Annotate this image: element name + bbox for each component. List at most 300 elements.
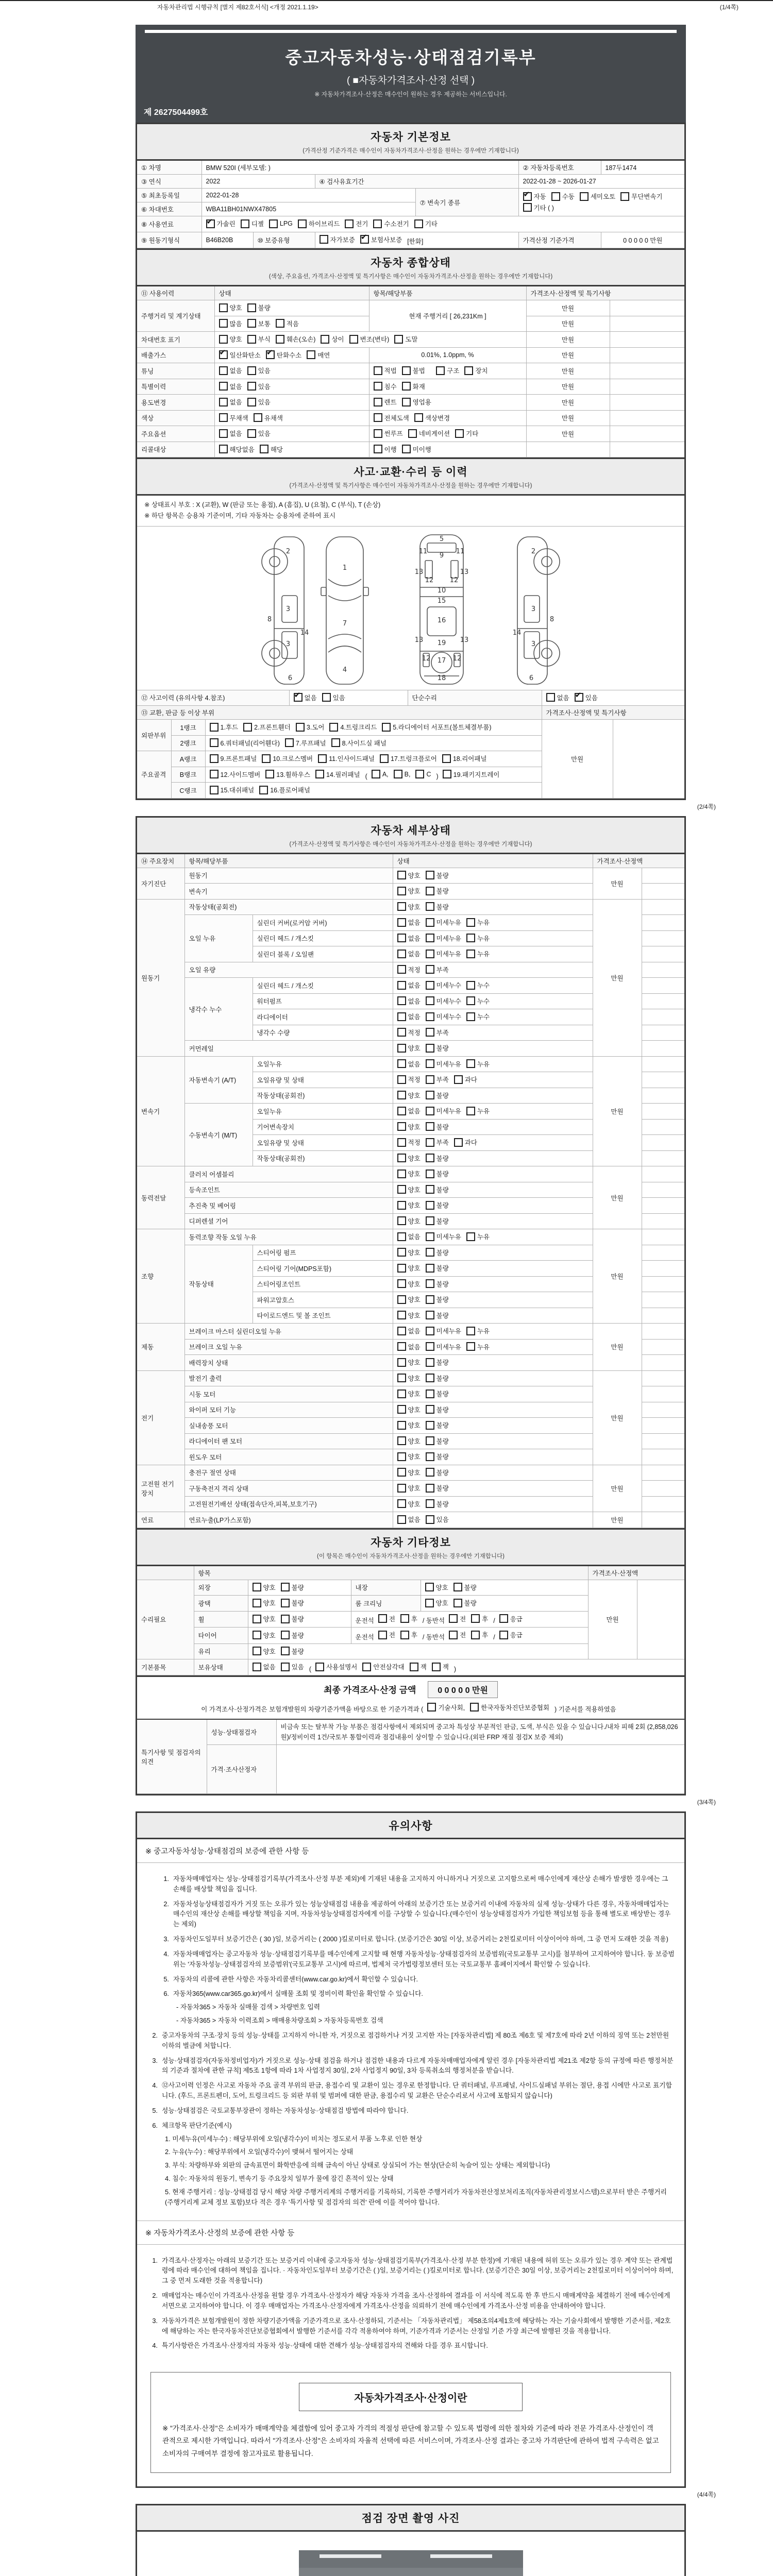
checkbox-unchecked[interactable] [397,1075,421,1084]
checkbox-unchecked[interactable] [281,1614,304,1623]
vin-value: WBA11BH01NWX47805 [201,202,415,216]
checkbox-unchecked[interactable] [426,1059,461,1069]
note-cell [642,1433,684,1449]
checkbox-label: 있음 [436,1516,449,1523]
checkbox-unchecked[interactable] [269,219,293,228]
checkbox-unchecked[interactable] [219,397,242,406]
checkbox-label: 불량 [436,1186,449,1194]
tire-label: 타이어 [194,1628,248,1644]
checkbox-label: 해당 [270,446,283,453]
checkbox-unchecked[interactable] [247,334,271,344]
checkbox-unchecked[interactable] [397,1232,421,1241]
checkbox-unchecked[interactable] [426,1279,449,1289]
note-cell [642,884,684,900]
checkbox-unchecked[interactable] [397,1452,421,1461]
checkbox-unchecked[interactable] [426,1374,449,1383]
emission-label: 배출가스 [137,347,214,363]
detail-title-bar [137,818,684,854]
checkbox-unchecked[interactable] [432,1662,449,1671]
checkbox-label: 안전삼각대 [373,1664,405,1671]
checkbox-unchecked[interactable] [410,1662,427,1671]
checkbox-box [426,1436,434,1445]
checkbox-unchecked[interactable] [374,429,403,438]
checkbox-unchecked[interactable] [426,980,461,990]
checkbox-unchecked[interactable] [397,918,421,927]
checkbox-unchecked[interactable] [466,1059,490,1069]
checkbox-unchecked[interactable] [426,934,461,943]
section-title: 사고·교환·수리 등 이력 [354,466,468,478]
checkbox-unchecked[interactable] [426,1122,449,1131]
checkbox-box [426,934,434,942]
checkbox-unchecked[interactable] [471,1630,488,1639]
checkbox-unchecked[interactable] [471,1614,488,1623]
checkbox-unchecked[interactable] [373,219,409,228]
checkbox-label: 10.크로스멤버 [273,755,313,762]
checkbox-unchecked[interactable] [219,429,242,438]
checkbox-unchecked[interactable] [449,1614,466,1623]
base-price-value: 0 0 0 0 0 만원 [601,232,684,248]
checkbox-unchecked[interactable] [372,770,389,778]
checkbox-unchecked[interactable] [322,693,345,702]
checkbox-unchecked[interactable] [580,192,615,201]
checkbox-unchecked[interactable] [400,1630,417,1639]
checkbox-unchecked[interactable] [397,1436,421,1446]
checkbox-unchecked[interactable] [394,334,417,344]
checkbox-unchecked[interactable] [253,1662,276,1671]
checkbox-unchecked[interactable] [253,1614,276,1623]
checkbox-unchecked[interactable] [426,871,449,880]
checkbox-unchecked[interactable] [427,1703,465,1712]
checkbox-unchecked[interactable] [466,1232,490,1241]
part-label: 오일유량 및 상태 [253,1072,393,1088]
checkbox-label: 미이행 [412,446,431,453]
checkbox-unchecked[interactable] [397,1374,421,1383]
checkbox-unchecked[interactable] [454,1138,477,1147]
checkbox-unchecked[interactable] [276,319,299,328]
checkbox-unchecked[interactable] [453,1598,477,1607]
checkbox-label: 양호 [408,1312,421,1319]
checkbox-unchecked[interactable] [402,445,431,454]
checkbox-label: 미세누유 [436,951,461,958]
checkbox-unchecked[interactable] [426,1342,461,1351]
checkbox-unchecked[interactable] [394,770,411,778]
checkbox-unchecked[interactable] [397,1342,421,1351]
checkbox-label: 사용설명서 [326,1664,358,1671]
checkbox-unchecked[interactable] [523,203,554,212]
checkbox-unchecked[interactable] [262,754,313,763]
checkbox-unchecked[interactable] [397,1059,421,1069]
checkbox-unchecked[interactable] [362,1662,404,1671]
checkbox-unchecked[interactable] [426,1515,449,1524]
checkbox-unchecked[interactable] [426,949,461,958]
checkbox-unchecked[interactable] [426,1185,449,1194]
checkbox-unchecked[interactable] [253,1583,276,1592]
checkbox-unchecked[interactable] [426,1263,449,1273]
checkbox-unchecked[interactable] [374,382,397,391]
checkbox-unchecked[interactable] [454,1075,477,1084]
checkbox-box [397,1421,406,1430]
checkbox-unchecked[interactable] [281,1662,304,1671]
checkbox-unchecked[interactable] [397,1154,421,1163]
etc-col-price: 가격조사·산정액 [588,1566,684,1580]
checkbox-checked[interactable] [360,235,402,244]
checkbox-unchecked[interactable] [307,350,330,360]
checkbox-unchecked[interactable] [298,219,340,228]
notice-item-text: 자동차성능상태점검자가 거짓 또는 오류가 있는 성능상태점검 내용을 제공하여 아래의 보증기간 또는 보증거리 이내에 자동차의 실제 성능·상태가 다른 경우, 자동차매매업자는 매수인의 재산상 손해를 배상할 책임을 지며, 자동차성능상태점검자에게 이를 구상할 수 있습니다.(매수인이 성능상태점검자가 가입한 책임보험 등을 통해 별도로 배상받는 경우는 제외) [173,1900,671,1928]
color-options [214,410,369,426]
checkbox-unchecked[interactable] [380,754,437,763]
checkbox-label: 5.라디에이터 서포트(볼트체결부품) [393,724,492,731]
checkbox-box [466,1327,475,1335]
checkbox-unchecked[interactable] [219,413,248,422]
checkbox-unchecked[interactable] [397,934,421,943]
part-label: 파워고압호스 [253,1292,393,1308]
checkbox-unchecked[interactable] [551,192,575,201]
checkbox-unchecked[interactable] [415,770,431,778]
col-item: 항목/해당부품 [184,854,393,868]
checkbox-unchecked[interactable] [426,965,449,974]
checkbox-unchecked[interactable] [397,1389,421,1398]
checkbox-unchecked[interactable] [397,1263,421,1273]
checkbox-unchecked[interactable] [426,1091,449,1100]
checkbox-unchecked[interactable] [466,1106,490,1115]
diagram-part-number: 11 [456,547,465,555]
checkbox-unchecked[interactable] [426,1405,449,1414]
checkbox-unchecked[interactable] [499,1630,523,1639]
checkbox-unchecked[interactable] [397,902,421,911]
checkbox-unchecked[interactable] [426,1452,449,1461]
checkbox-unchecked[interactable] [253,1647,276,1656]
col-item: 항목/해당부품 [369,286,526,300]
checkbox-unchecked[interactable] [426,1420,449,1430]
checkbox-label: 미세누유 [436,1233,461,1241]
checkbox-label: 구조 [447,367,460,375]
notice-item-number: 6. [152,2121,158,2129]
checkbox-unchecked[interactable] [466,1342,490,1351]
checkbox-unchecked[interactable] [382,722,491,732]
checkbox-unchecked[interactable] [426,886,449,895]
checkbox-unchecked[interactable] [426,1169,449,1178]
checkbox-unchecked[interactable] [397,886,421,895]
checkbox-unchecked[interactable] [426,1389,449,1398]
checkbox-unchecked[interactable] [315,770,360,779]
checkbox-unchecked[interactable] [620,192,662,201]
checkbox-unchecked[interactable] [397,1326,421,1335]
checkbox-box [394,770,402,778]
checkbox-unchecked[interactable] [425,1598,448,1607]
status-options [393,1496,593,1512]
checkbox-unchecked[interactable] [466,1012,490,1021]
checkbox-label: 없음 [408,997,421,1005]
checkbox-unchecked[interactable] [219,319,242,328]
checkbox-unchecked[interactable] [402,366,425,375]
checkbox-label: 상이 [331,336,344,343]
checkbox-unchecked[interactable] [247,319,271,328]
appraiser-remarks [276,1745,684,1794]
price-cell: 만원 [593,1370,642,1465]
checkbox-label: 양호 [263,1632,276,1639]
checkbox-unchecked[interactable] [321,334,344,344]
checkbox-unchecked[interactable] [397,1043,421,1053]
checkbox-unchecked[interactable] [374,397,397,406]
checkbox-unchecked[interactable] [397,980,421,990]
note-cell [610,363,684,379]
checkbox-unchecked[interactable] [402,382,425,391]
checkbox-label: 장치 [475,367,488,375]
checkbox-box [219,382,228,391]
inspection-period-value: 2022-01-28 ~ 2026-01-27 [518,175,684,189]
checkbox-unchecked[interactable] [414,413,450,422]
checkbox-unchecked[interactable] [329,722,377,732]
document-subtitle: ( ■자동차가격조사·산정 선택 ) [346,75,475,86]
checkbox-unchecked[interactable] [210,754,257,763]
checkbox-unchecked[interactable] [281,1631,304,1640]
checkbox-unchecked[interactable] [426,996,461,1006]
checkbox-unchecked[interactable] [426,1499,449,1509]
notice-sub-item: 3. 부식: 차량하부와 외판의 금속표면이 화학반응에 의해 금속이 아닌 상태로 상실되어 가는 현상(단순히 녹슬어 있는 상태는 제외합니다) [165,2161,550,2170]
checkbox-checked[interactable] [266,350,301,360]
checkbox-unchecked[interactable] [466,996,490,1006]
checkbox-unchecked[interactable] [397,1216,421,1226]
checkbox-unchecked[interactable] [426,1012,461,1021]
possession-options [248,1659,684,1675]
checkbox-unchecked[interactable] [210,738,280,748]
checkbox-box [426,1342,434,1351]
checkbox-label: 불량 [436,1312,449,1319]
checkbox-box [466,1107,475,1115]
note-cell [610,410,684,426]
checkbox-unchecked[interactable] [397,1420,421,1430]
checkbox-unchecked[interactable] [247,429,271,438]
checkbox-unchecked[interactable] [426,1216,449,1226]
checkbox-unchecked[interactable] [397,965,421,974]
checkbox-unchecked[interactable] [464,366,488,375]
checkbox-unchecked[interactable] [453,1583,477,1592]
checkbox-unchecked[interactable] [397,1468,421,1477]
checkbox-checked[interactable] [294,693,317,702]
checkbox-unchecked[interactable] [400,1614,417,1623]
diagram-part-number: 8 [549,615,554,623]
checkbox-unchecked[interactable] [247,382,271,391]
possession-label: 보유상태 [194,1659,248,1675]
checkbox-unchecked[interactable] [470,1703,549,1712]
checkbox-unchecked[interactable] [397,1358,421,1367]
checkbox-unchecked[interactable] [426,1326,461,1335]
checkbox-unchecked[interactable] [442,754,487,763]
checkbox-unchecked[interactable] [397,1499,421,1509]
checkbox-unchecked[interactable] [436,366,459,375]
checkbox-unchecked[interactable] [210,770,261,779]
checkbox-label: 해당없음 [229,446,255,453]
checkbox-unchecked[interactable] [247,366,271,375]
checkbox-unchecked[interactable] [397,949,421,958]
checkbox-unchecked[interactable] [315,1662,357,1671]
checkbox-box [426,1201,434,1210]
checkbox-unchecked[interactable] [253,1598,276,1607]
checkbox-unchecked[interactable] [546,693,569,702]
checkbox-unchecked[interactable] [397,1012,421,1021]
checkbox-unchecked[interactable] [466,918,490,927]
diagram-part-number: 6 [288,674,293,682]
checkbox-unchecked[interactable] [402,397,431,406]
checkbox-unchecked[interactable] [285,738,326,748]
notice-item-number: 1. [163,1875,169,1883]
checkbox-unchecked[interactable] [426,1248,449,1257]
diagram-part-number: 9 [439,551,444,560]
checkbox-checked[interactable] [575,693,598,702]
checkbox-unchecked[interactable] [281,1598,304,1607]
checkbox-unchecked[interactable] [219,445,255,454]
detail-row [137,1324,684,1340]
checkbox-unchecked[interactable] [374,445,397,454]
note-cell [642,1166,684,1182]
checkbox-unchecked[interactable] [219,334,242,344]
checkbox-unchecked[interactable] [254,413,283,422]
checkbox-unchecked[interactable] [397,1169,421,1178]
checkbox-unchecked[interactable] [397,1185,421,1194]
checkbox-unchecked[interactable] [397,871,421,880]
checkbox-unchecked[interactable] [466,949,490,958]
checkbox-unchecked[interactable] [247,303,271,312]
checkbox-unchecked[interactable] [349,334,390,344]
checkbox-unchecked[interactable] [426,1075,449,1084]
checkbox-unchecked[interactable] [426,1436,449,1446]
checkbox-unchecked[interactable] [247,397,271,406]
note-cell [642,1150,684,1166]
checkbox-unchecked[interactable] [443,770,500,779]
engine-type-label: ⑨ 원동기형식 [137,232,201,248]
checkbox-unchecked[interactable] [243,722,291,732]
checkbox-box [266,350,275,359]
checkbox-box [426,1028,434,1037]
car-name-label: ① 차명 [137,161,201,175]
status-options [393,915,593,931]
checkbox-unchecked[interactable] [397,1200,421,1210]
checkbox-unchecked[interactable] [210,785,255,794]
checkbox-unchecked[interactable] [397,1138,421,1147]
checkbox-unchecked[interactable] [219,366,242,375]
diagram-part-number: 8 [267,615,272,623]
checkbox-unchecked[interactable] [426,1138,449,1147]
checkbox-unchecked[interactable] [397,1405,421,1414]
checkbox-unchecked[interactable] [397,1248,421,1257]
checkbox-unchecked[interactable] [499,1614,523,1623]
checkbox-unchecked[interactable] [397,1515,421,1524]
checkbox-unchecked[interactable] [276,334,316,344]
checkbox-unchecked[interactable] [466,934,490,943]
checkbox-unchecked[interactable] [241,219,264,228]
checkbox-unchecked[interactable] [210,722,239,732]
checkbox-unchecked[interactable] [320,235,355,244]
checkbox-label: 기타 [425,221,438,228]
checkbox-unchecked[interactable] [397,1279,421,1289]
checkbox-unchecked[interactable] [408,429,450,438]
section-title: 자동차 기본정보 [371,131,451,143]
checkbox-unchecked[interactable] [425,1583,448,1592]
checkbox-unchecked[interactable] [426,1200,449,1210]
checkbox-unchecked[interactable] [466,980,490,990]
checkbox-label: 세미오토 [590,193,616,200]
checkbox-unchecked[interactable] [397,1091,421,1100]
checkbox-unchecked[interactable] [426,1028,449,1037]
checkbox-label: 14.필러패널 [326,771,360,778]
checkbox-unchecked[interactable] [426,1043,449,1053]
checkbox-unchecked[interactable] [397,996,421,1006]
checkbox-unchecked[interactable] [426,1106,461,1115]
checkbox-unchecked[interactable] [397,1106,421,1115]
checkbox-unchecked[interactable] [374,413,409,422]
checkbox-unchecked[interactable] [466,1326,490,1335]
checkbox-unchecked[interactable] [397,1483,421,1493]
checkbox-unchecked[interactable] [426,918,461,927]
checkbox-label: 화재 [412,383,425,391]
checkbox-unchecked[interactable] [426,1154,449,1163]
checkbox-unchecked[interactable] [296,722,325,732]
checkbox-unchecked[interactable] [426,1295,449,1304]
checkbox-unchecked[interactable] [219,303,242,312]
checkbox-unchecked[interactable] [281,1647,304,1656]
notice-item-text: 자동차인도일부터 보증기간은 ( 30 )일, 보증거리는 ( 2000 )킬로미터로 합니다. (보증기간은 30일 이상, 보증거리는 2천킬로미터 이상이어야 하며, 그 중 먼저 도래한 것을 적용) [173,1935,668,1943]
checkbox-unchecked[interactable] [378,1614,395,1623]
diagram-part-number: 6 [529,674,534,682]
checkbox-unchecked[interactable] [426,1468,449,1477]
checkbox-unchecked[interactable] [331,738,386,748]
checkbox-unchecked[interactable] [426,1232,461,1241]
status-options [393,1339,593,1355]
checkbox-unchecked[interactable] [414,219,438,228]
checkbox-unchecked[interactable] [449,1630,466,1639]
checkbox-unchecked[interactable] [345,219,368,228]
checkbox-unchecked[interactable] [281,1583,304,1592]
checkbox-box [449,1631,458,1639]
checkbox-box [426,1468,434,1477]
checkbox-unchecked[interactable] [219,382,242,391]
exterior-label: 외장 [194,1580,248,1596]
checkbox-unchecked[interactable] [253,1631,276,1640]
checkbox-box [219,445,228,453]
checkbox-label: 전체도색 [384,414,409,422]
page2-box [136,816,686,1796]
item-label: 등속조인트 [184,1182,393,1198]
header-rule [145,30,677,33]
rank-label: 1랭크 [171,720,205,736]
checkbox-unchecked[interactable] [259,785,310,794]
checkbox-unchecked[interactable] [378,1630,395,1639]
notice-item [146,2256,675,2286]
checkbox-unchecked[interactable] [426,1311,449,1320]
checkbox-checked[interactable] [206,219,236,228]
checkbox-unchecked[interactable] [318,754,375,763]
checkbox-unchecked[interactable] [397,1028,421,1037]
checkbox-unchecked[interactable] [455,429,478,438]
checkbox-unchecked[interactable] [397,1311,421,1320]
checkbox-label: 양호 [408,1469,421,1477]
checkbox-unchecked[interactable] [265,770,310,779]
status-options [393,868,593,884]
checkbox-unchecked[interactable] [374,366,397,375]
checkbox-checked[interactable] [523,192,546,201]
checkbox-unchecked[interactable] [426,902,449,911]
checkbox-checked[interactable] [219,350,261,360]
checkbox-unchecked[interactable] [426,1483,449,1493]
checkbox-label: 불량 [436,1092,449,1099]
checkbox-box [397,1468,406,1477]
checkbox-unchecked[interactable] [426,1358,449,1367]
status-options [393,946,593,962]
checkbox-unchecked[interactable] [397,1295,421,1304]
checkbox-unchecked[interactable] [260,445,283,454]
checkbox-unchecked[interactable] [397,1122,421,1131]
